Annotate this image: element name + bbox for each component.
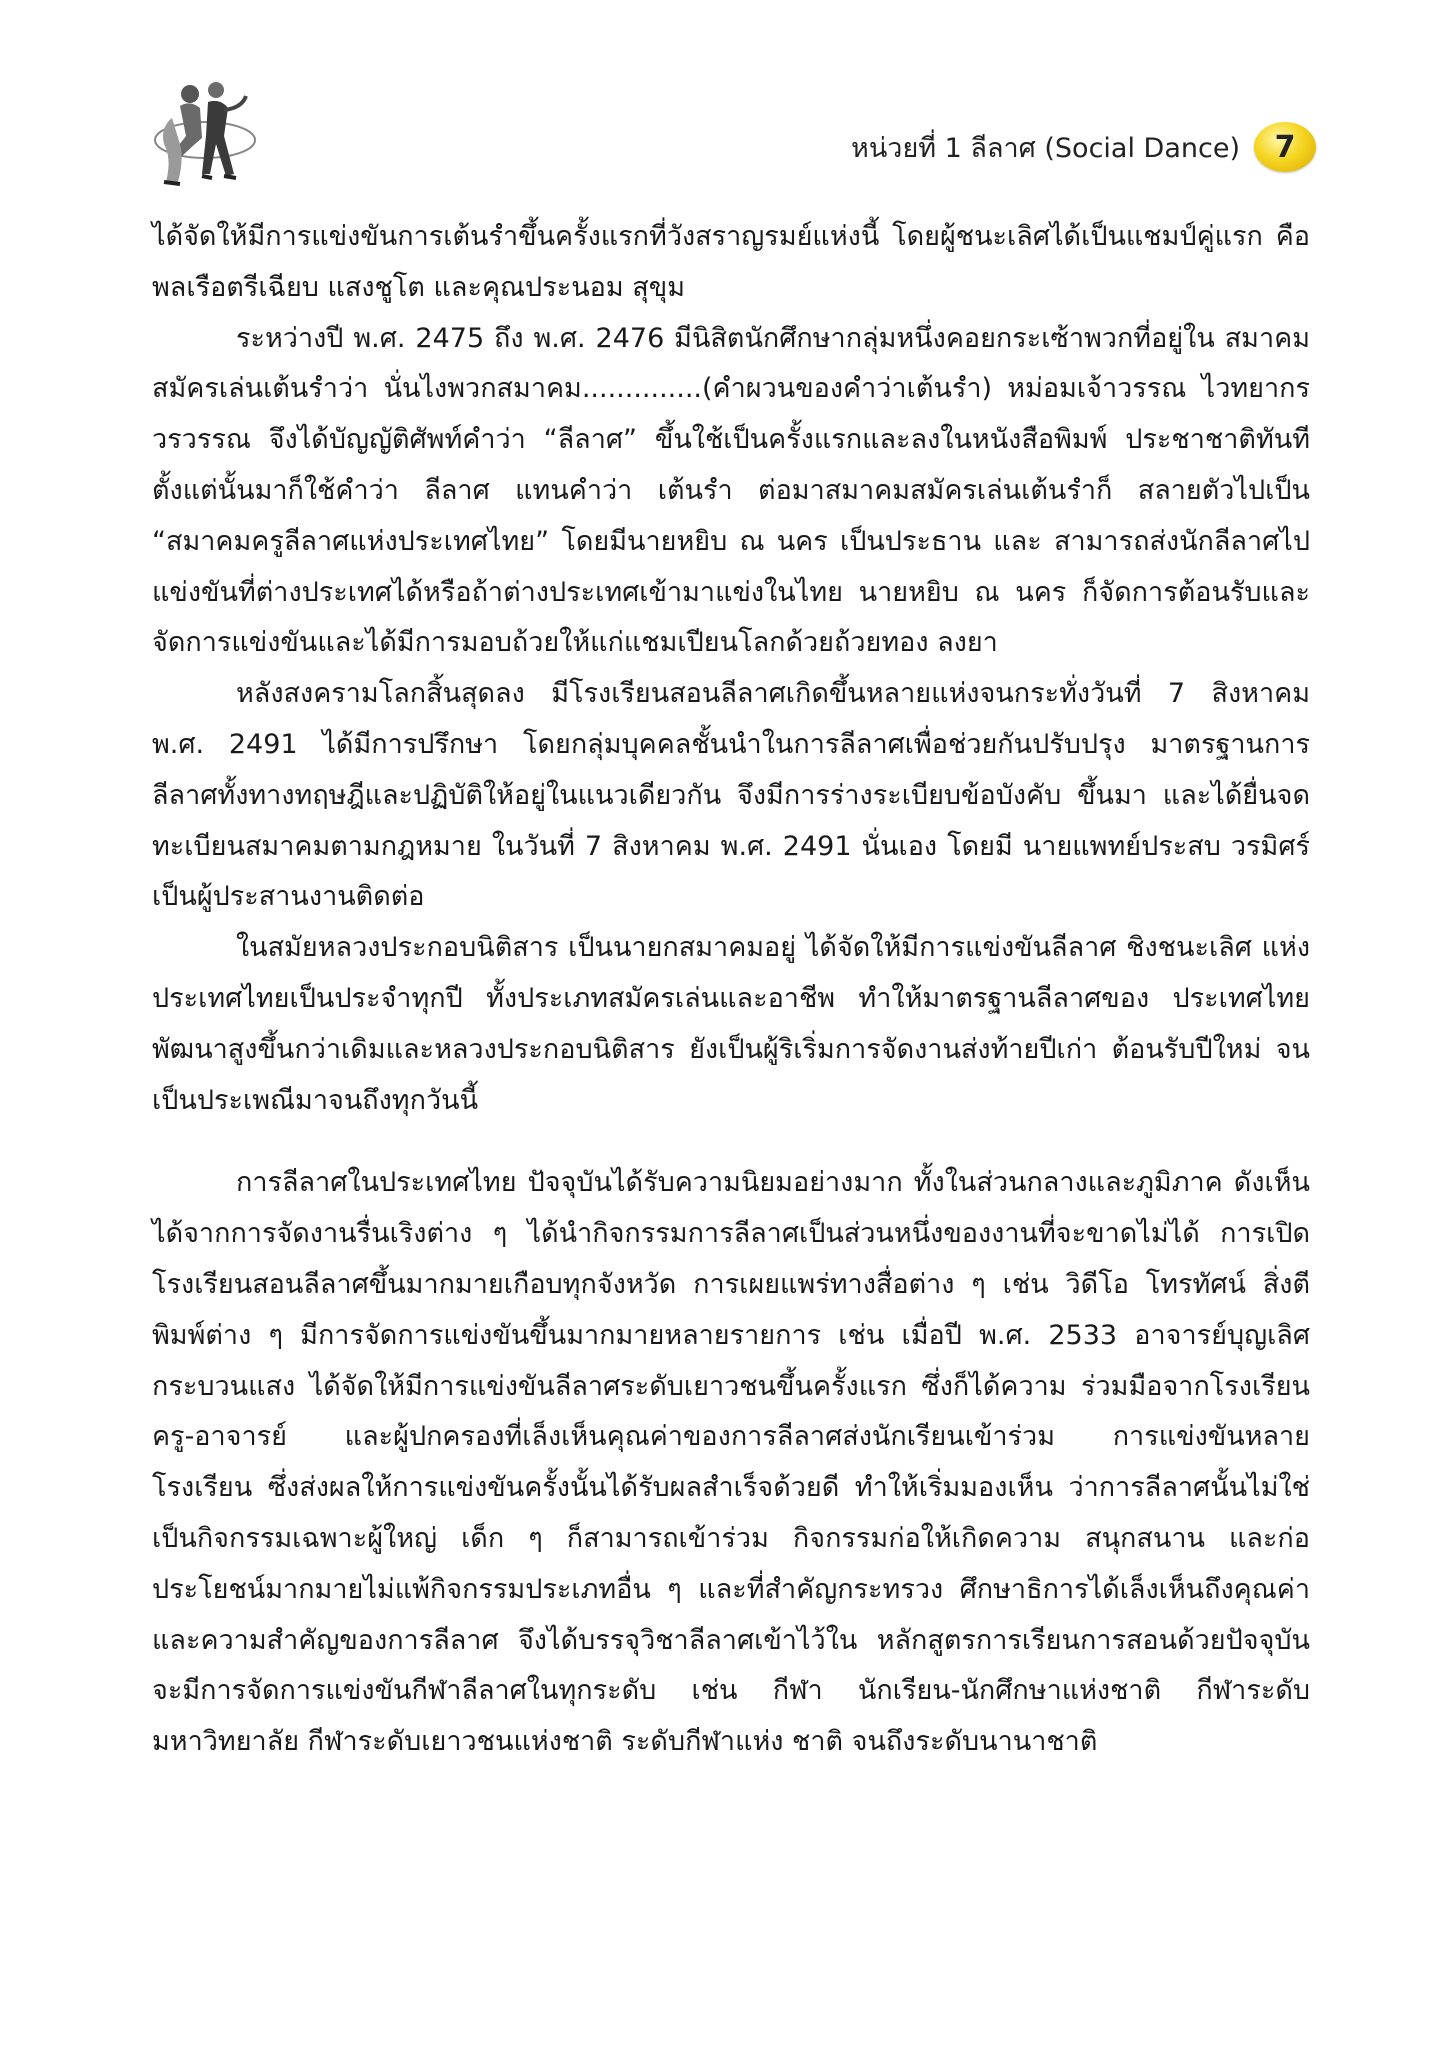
paragraph: ได้จัดให้มีการแข่งขันการเต้นรำขึ้นครั้งแรกที่วังสราญรมย์แห่งนี้ โดยผู้ชนะเลิศได้เป็นแชมป์คู่แรก คือ พลเรือตรีเฉียบ แสงชูโต และคุณประนอม สุขุม xyxy=(152,221,1310,303)
dancing-couple-icon xyxy=(150,78,260,196)
paragraph: การลีลาศในประเทศไทย ปัจจุบันได้รับความนิยมอย่างมาก ทั้งในส่วนกลางและภูมิภาค ดังเห็นได้จากการจัดงานรื่นเริงต่าง ๆ ได้นำกิจกรรมการลีลาศเป็นส่วนหนึ่งของงานที่จะขาดไม่ได้ การเปิดโรงเรียนสอนลีลาศขึ้นมากมายเกือบทุกจังหวัด การเผยแพร่ทางสื่อต่าง ๆ เช่น วิดีโอ โทรทัศน์ สิ่งตีพิมพ์ต่าง ๆ มีการจัดการแข่งขันขึ้นมากมายหลายรายการ เช่น เมื่อปี พ.ศ. 2533 อาจารย์บุญเลิศ กระบวนแสง ได้จัดให้มีการแข่งขันลีลาศระดับเยาวชนขึ้นครั้งแรก ซึ่งก็ได้ความ ร่วมมือจากโรงเรียน ครู-อาจารย์ และผู้ปกครองที่เล็งเห็นคุณค่าของการลีลาศส่งนักเรียนเข้าร่วม การแข่งขันหลายโรงเรียน ซึ่งส่งผลให้การแข่งขันครั้งนั้นได้รับผลสำเร็จด้วยดี ทำให้เริ่มมองเห็น ว่าการลีลาศนั้นไม่ใช่เป็นกิจกรรมเฉพาะผู้ใหญ่ เด็ก ๆ ก็สามารถเข้าร่วม กิจกรรมก่อให้เกิดความ สนุกสนาน และก่อประโยชน์มากมายไม่แพ้กิจกรรมประเภทอื่น ๆ และที่สำคัญกระทรวง ศึกษาธิการได้เล็งเห็นถึงคุณค่าและความสำคัญของการลีลาศ จึงได้บรรจุวิชาลีลาศเข้าไว้ใน หลักสูตรการเรียนการสอนด้วยปัจจุบันจะมีการจัดการแข่งขันกีฬาลีลาศในทุกระดับ เช่น กีฬา นักเรียน-นักศึกษาแห่งชาติ กีฬาระดับมหาวิทยาลัย กีฬาระดับเยาวชนแห่งชาติ ระดับกีฬาแห่ง ชาติ จนถึงระดับนานาชาติ xyxy=(152,1167,1310,1758)
body-text xyxy=(152,212,1310,1768)
paragraph: หลังสงครามโลกสิ้นสุดลง มีโรงเรียนสอนลีลาศเกิดขึ้นหลายแห่งจนกระทั่งวันที่ 7 สิงหาคม พ.ศ. 2491 ได้มีการปรึกษา โดยกลุ่มบุคคลชั้นนำในการลีลาศเพื่อช่วยกันปรับปรุง มาตรฐานการลีลาศทั้งทางทฤษฎีและปฏิบัติให้อยู่ในแนวเดียวกัน จึงมีการร่างระเบียบข้อบังคับ ขึ้นมา และได้ยื่นจดทะเบียนสมาคมตามกฎหมาย ในวันที่ 7 สิงหาคม พ.ศ. 2491 นั่นเอง โดยมี นายแพทย์ประสบ วรมิศร์ เป็นผู้ประสานงานติดต่อ xyxy=(152,678,1310,913)
paragraph: ในสมัยหลวงประกอบนิติสาร เป็นนายกสมาคมอยู่ ได้จัดให้มีการแข่งขันลีลาศ ชิงชนะเลิศ แห่งประเทศไทยเป็นประจำทุกปี ทั้งประเภทสมัครเล่นและอาชีพ ทำให้มาตรฐานลีลาศของ ประเทศไทยพัฒนาสูงขึ้นกว่าเดิมและหลวงประกอบนิติสาร ยังเป็นผู้ริเริ่มการจัดงานส่งท้ายปีเก่า ต้อนรับปีใหม่ จนเป็นประเพณีมาจนถึงทุกวันนี้ xyxy=(152,932,1310,1116)
header-title: หน่วยที่ 1 ลีลาศ (Social Dance) xyxy=(851,132,1240,164)
page-header xyxy=(851,122,1316,172)
page-number-badge: 7 xyxy=(1254,122,1316,172)
paragraph: ระหว่างปี พ.ศ. 2475 ถึง พ.ศ. 2476 มีนิสิตนักศึกษากลุ่มหนึ่งคอยกระเซ้าพวกที่อยู่ใน สมาคมสมัครเล่นเต้นรำว่า นั่นไงพวกสมาคม..............(คำผวนของคำว่าเต้นรำ) หม่อมเจ้าวรรณ ไวทยากรวรวรรณ จึงได้บัญญัติศัพท์คำว่า “ลีลาศ” ขึ้นใช้เป็นครั้งแรกและลงในหนังสือพิมพ์ ประชาชาติทันที ตั้งแต่นั้นมาก็ใช้คำว่า ลีลาศ แทนคำว่า เต้นรำ ต่อมาสมาคมสมัครเล่นเต้นรำก็ สลายตัวไปเป็น “สมาคมครูลีลาศแห่งประเทศไทย” โดยมีนายหยิบ ณ นคร เป็นประธาน และ สามารถส่งนักลีลาศไปแข่งขันที่ต่างประเทศได้หรือถ้าต่างประเทศเข้ามาแข่งในไทย นายหยิบ ณ นคร ก็จัดการต้อนรับและจัดการแข่งขันและได้มีการมอบถ้วยให้แก่แชมเปียนโลกด้วยถ้วยทอง ลงยา xyxy=(152,322,1310,659)
